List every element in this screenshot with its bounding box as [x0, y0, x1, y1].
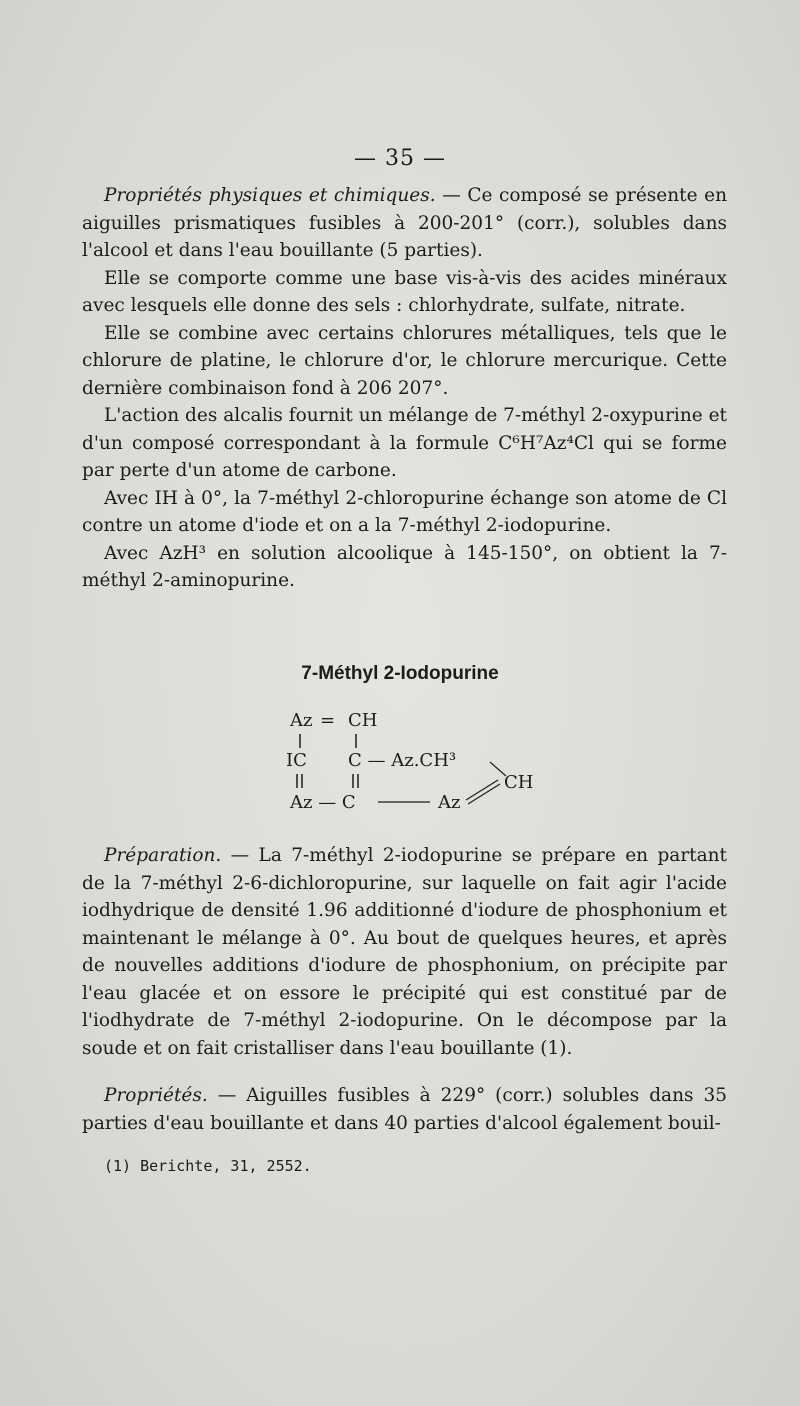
- page-number: — 35 —: [354, 146, 446, 171]
- paragraph-alcalis: L'action des alcalis fournit un mélange de 7-méthyl 2-oxypurine et d'un composé correspondant à la formule C⁶H⁷Az⁴Cl qui se forme par perte d'un atome de carbone.: [82, 405, 727, 481]
- formula-az-right: Az: [438, 792, 461, 813]
- paragraph-text: — La 7-méthyl 2-iodopurine se prépare en partant de la 7-méthyl 2-6-dichloropurine, sur laquelle on fait agir l'acide iodhydrique de densité 1.96 additionné d'iodure de phosphonium et maintenant le mélange à 0°. Au bout de quelques heures, et après de nouvelles additions d'iodure de phosphonium, on précipite par l'eau glacée et on essore le précipité qui est constitué par de l'iodhydrate de 7-méthyl 2-iodopurine. On le décompose par la soude et on fait cristalliser dans l'eau bouillante (1).: [82, 845, 727, 1059]
- paragraph-preparation: [82, 842, 727, 1062]
- bond-az-ch-b: [468, 784, 500, 804]
- paragraph-properties-iodo: [82, 1082, 727, 1137]
- formula-az-top: Az: [290, 710, 313, 731]
- paragraph-ih: Avec IH à 0°, la 7-méthyl 2-chloropurine échange son atome de Cl contre un atome d'iode et on a la 7-méthyl 2-iodopurine.: [82, 487, 727, 536]
- footnote: (1) Berichte, 31, 2552.: [104, 1157, 312, 1175]
- formula-ic: IC: [286, 750, 307, 771]
- section-title-properties: Propriétés physiques et chimiques.: [104, 185, 436, 206]
- properties-iodo-section: [82, 1082, 727, 1137]
- section-title-properties-iodo: Propriétés.: [104, 1085, 208, 1106]
- formula-double-bond: =: [320, 710, 336, 731]
- paragraph-text: — Ce composé se présente en aiguilles prismatiques fusibles à 200-201° (corr.), solubles dans l'alcool et dans l'eau bouillante (5 parties).: [82, 185, 727, 261]
- formula-ch-right: CH: [504, 772, 534, 793]
- formula-c-azch3: C — Az.CH³: [348, 750, 457, 771]
- paragraph-physical-chemical: [82, 182, 727, 265]
- paragraph-azh3: Avec AzH³ en solution alcoolique à 145-150°, on obtient la 7-méthyl 2-aminopurine.: [82, 542, 727, 591]
- structural-formula: [270, 700, 550, 820]
- paragraph-text: — Aiguilles fusibles à 229° (corr.) solubles dans 35 parties d'eau bouillante et dans 40 parties d'alcool également bouil-: [82, 1085, 727, 1134]
- compound-heading: 7-Méthyl 2-Iodopurine: [301, 663, 499, 684]
- properties-section: [82, 182, 727, 595]
- formula-az-c-bottom: Az — C: [290, 792, 356, 813]
- paragraph-base: Elle se comporte comme une base vis-à-vis des acides minéraux avec lesquels elle donne des sels : chlorhydrate, sulfate, nitrate.: [82, 267, 727, 316]
- section-title-preparation: Préparation.: [104, 845, 222, 866]
- formula-diagram: [270, 700, 550, 820]
- paragraph-chlorures: Elle se combine avec certains chlorures métalliques, tels que le chlorure de platine, le chlorure d'or, le chlorure mercurique. Cette dernière combinaison fond à 206 207°.: [82, 322, 727, 399]
- bond-az-ch-a: [466, 780, 498, 800]
- formula-ch-top: CH: [348, 710, 378, 731]
- preparation-section: [82, 842, 727, 1062]
